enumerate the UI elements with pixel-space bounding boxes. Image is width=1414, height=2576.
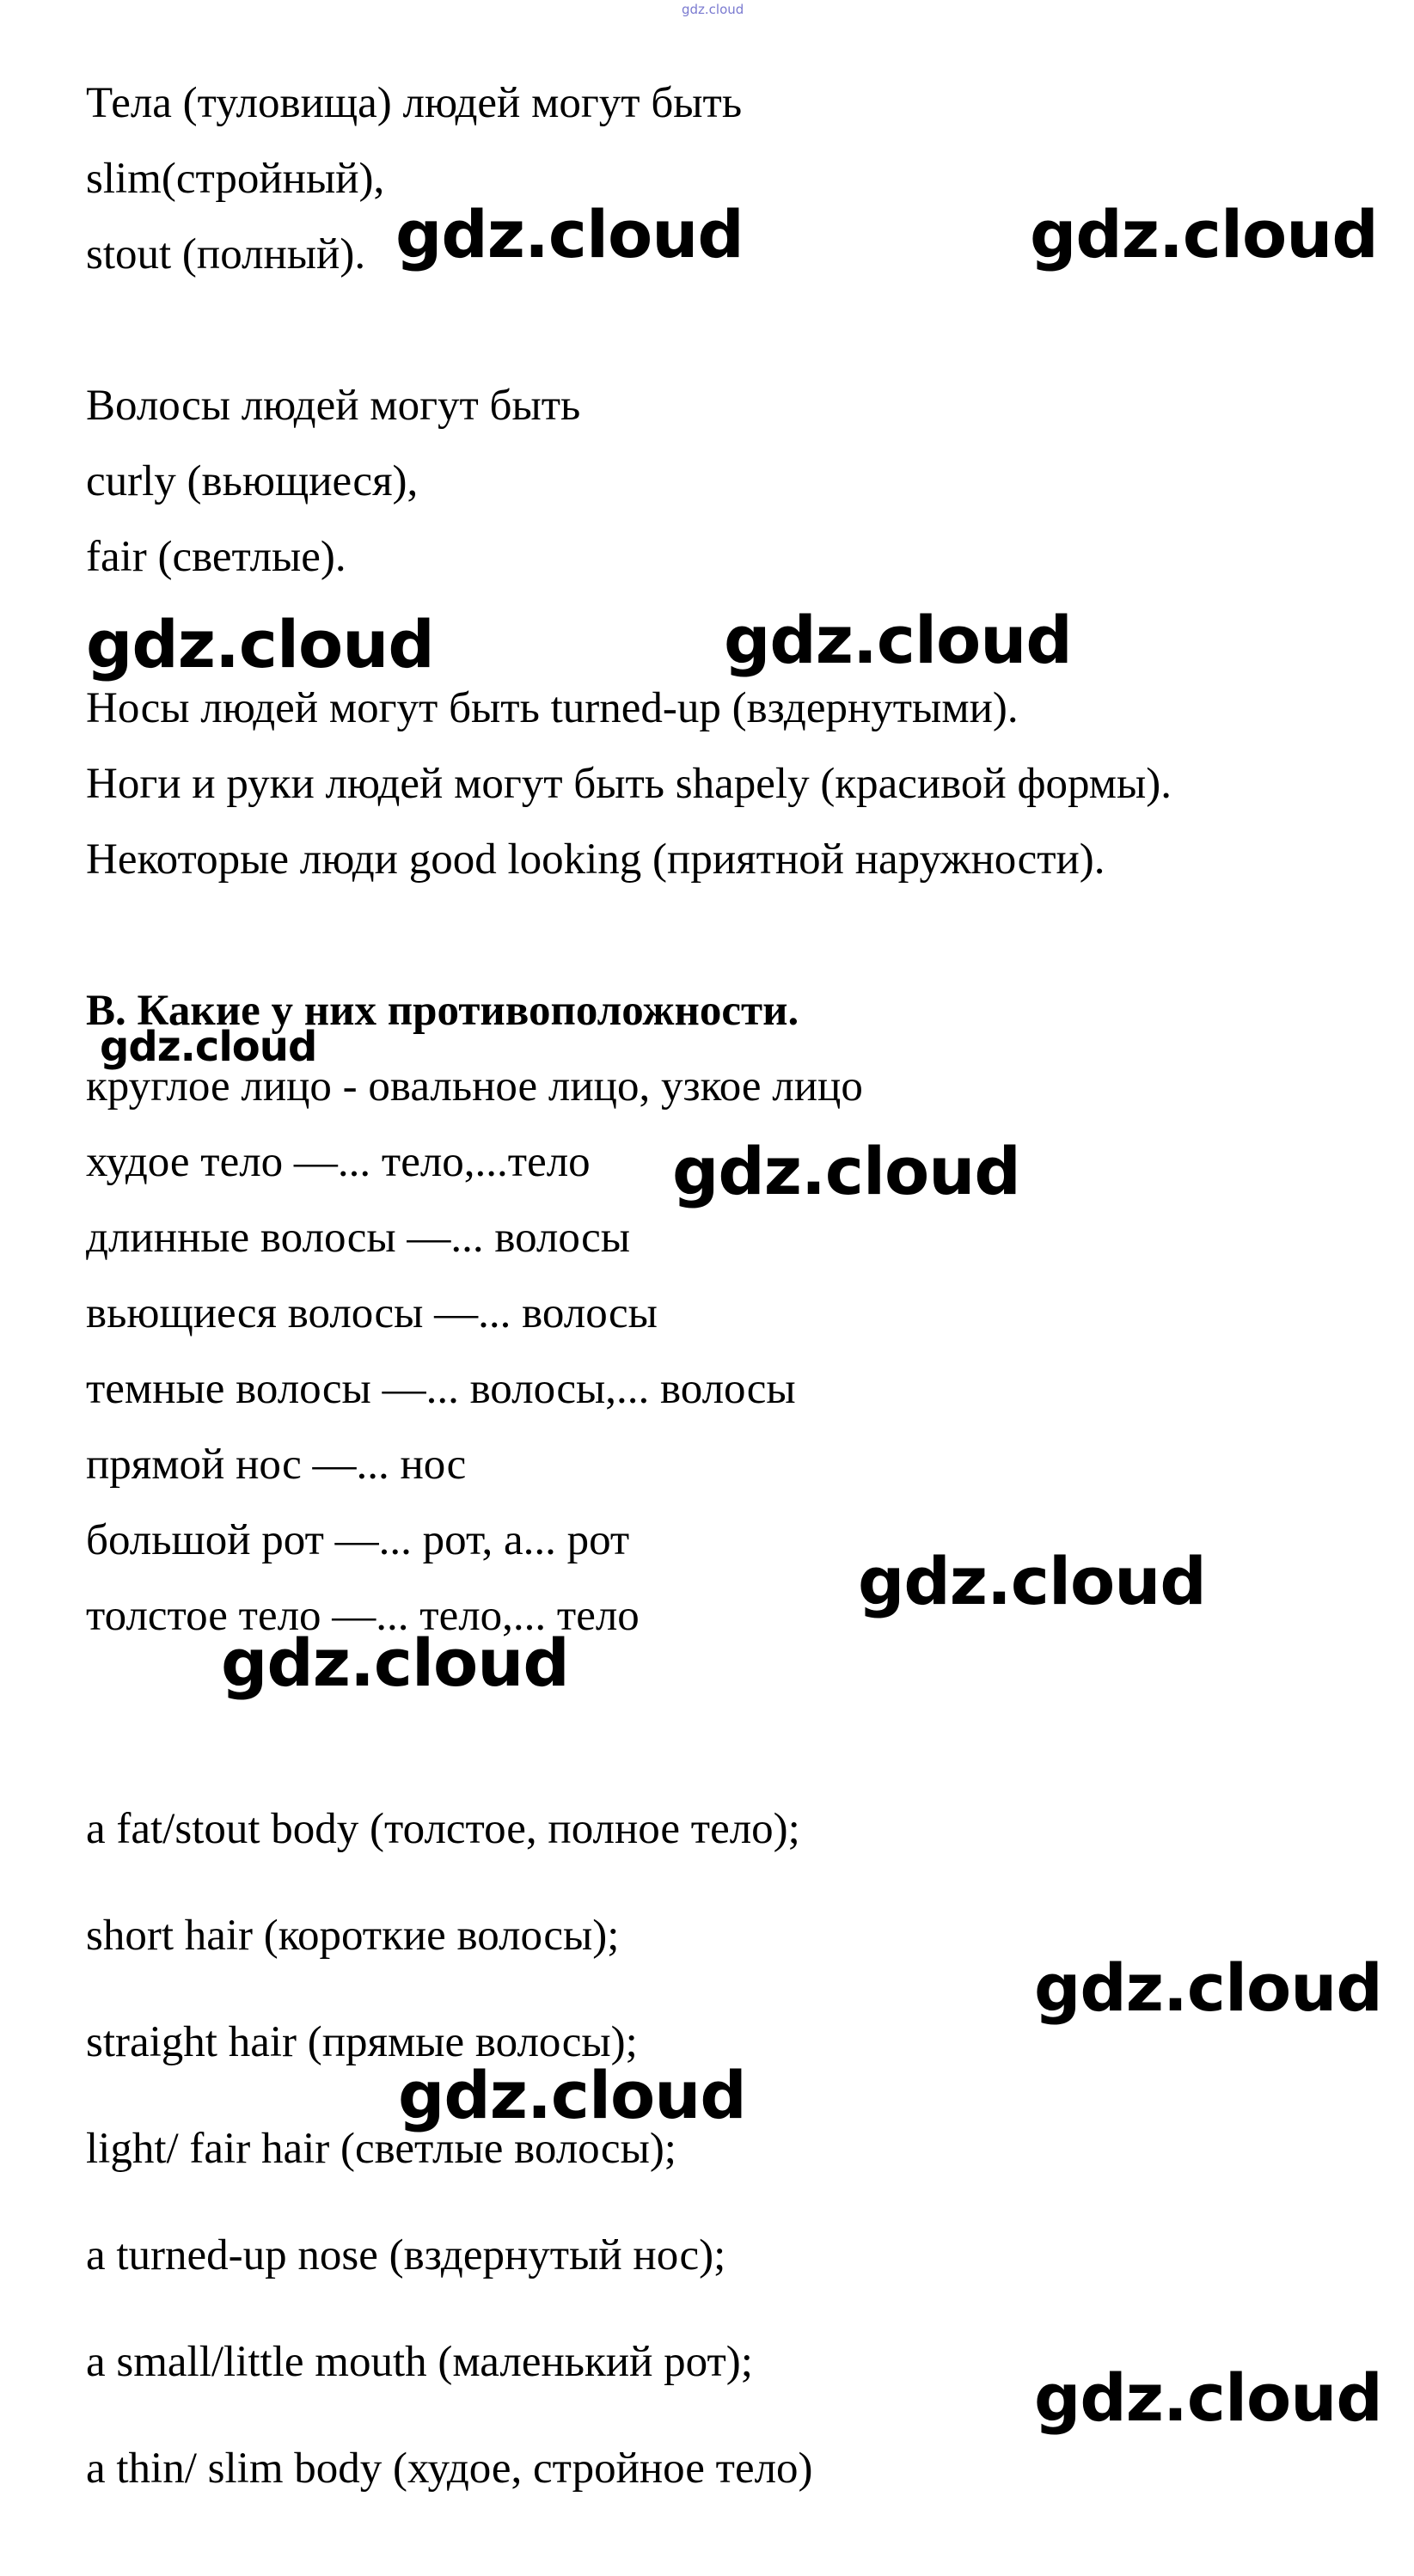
nose-line-text: Носы людей могут быть turned-up (вздернутыми). xyxy=(86,684,1019,732)
watermark: gdz.cloud xyxy=(221,1625,569,1701)
answer-item: light/ fair hair (светлые волосы); xyxy=(86,2125,676,2173)
answer-item: short hair (короткие волосы); xyxy=(86,1912,620,1960)
answer-item: straight hair (прямые волосы); xyxy=(86,2018,638,2066)
body-intro-text: Тела (туловища) людей могут быть xyxy=(86,79,743,127)
watermark: gdz.cloud xyxy=(395,196,744,272)
hair-fair-text: fair (светлые). xyxy=(86,533,346,581)
opposite-item: худое тело —... тело,...тело xyxy=(86,1138,591,1186)
answer-item: a turned-up nose (вздернутый нос); xyxy=(86,2231,726,2279)
opposite-item: большой рот —... рот, а... рот xyxy=(86,1516,630,1564)
watermark: gdz.cloud xyxy=(1030,196,1378,272)
watermark: gdz.cloud xyxy=(86,606,434,682)
looks-line-text: Некоторые люди good looking (приятной наружности). xyxy=(86,835,1105,884)
opposite-item: вьющиеся волосы —... волосы xyxy=(86,1289,658,1337)
watermark: gdz.cloud xyxy=(1034,2359,1382,2436)
watermark: gdz.cloud xyxy=(100,1023,317,1071)
section-b-heading: B. Какие у них противоположности. xyxy=(86,987,799,1035)
body-slim-text: slim(стройный), xyxy=(86,155,385,203)
body-stout-text: stout (полный). xyxy=(86,230,366,278)
opposite-item: толстое тело —... тело,... тело xyxy=(86,1592,640,1640)
answer-item: a fat/stout body (толстое, полное тело); xyxy=(86,1805,800,1853)
opposite-item: прямой нос —... нос xyxy=(86,1441,467,1489)
watermark: gdz.cloud xyxy=(858,1543,1206,1619)
opposite-item: круглое лицо - овальное лицо, узкое лицо xyxy=(86,1062,863,1111)
opposite-item: темные волосы —... волосы,... волосы xyxy=(86,1365,796,1413)
watermark-top: gdz.cloud xyxy=(682,2,744,17)
watermark: gdz.cloud xyxy=(1034,1949,1382,2026)
answer-item: a thin/ slim body (худое, стройное тело) xyxy=(86,2444,813,2493)
opposite-item: длинные волосы —... волосы xyxy=(86,1214,631,1262)
hair-intro-text: Волосы людей могут быть xyxy=(86,382,581,430)
legs-line-text: Ноги и руки людей могут быть shapely (красивой формы). xyxy=(86,760,1172,808)
answer-item: a small/little mouth (маленький рот); xyxy=(86,2338,753,2386)
watermark: gdz.cloud xyxy=(724,602,1072,678)
hair-curly-text: curly (вьющиеся), xyxy=(86,457,419,505)
watermark: gdz.cloud xyxy=(672,1133,1020,1209)
watermark: gdz.cloud xyxy=(398,2057,746,2133)
